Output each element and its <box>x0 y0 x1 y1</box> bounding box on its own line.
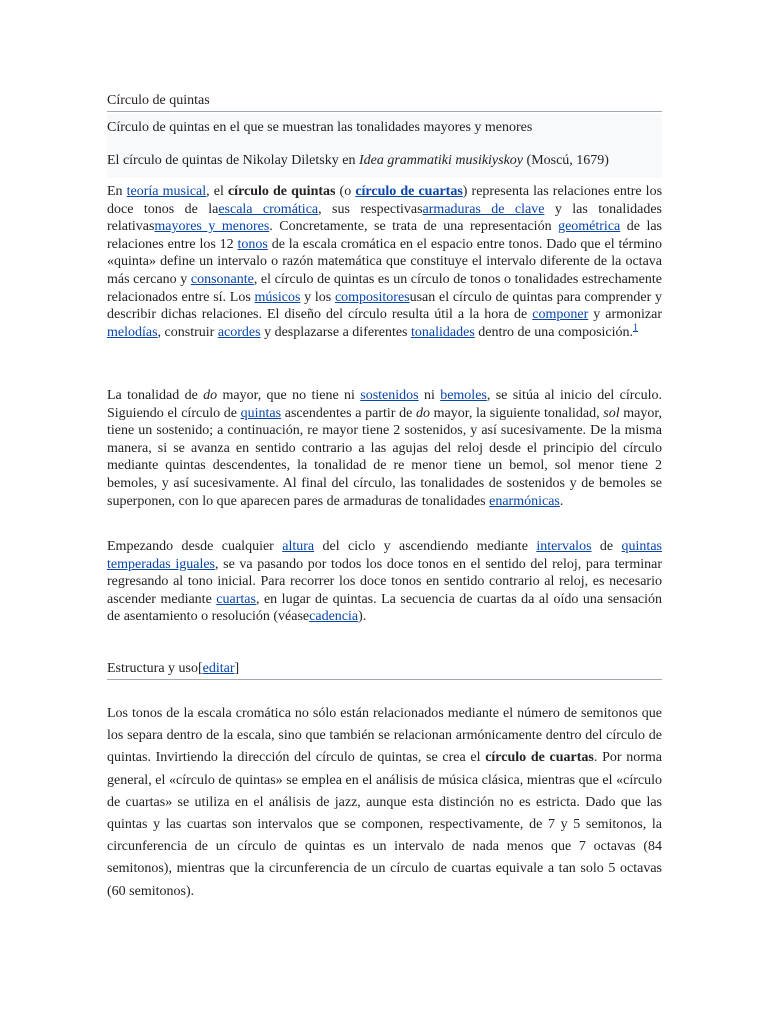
section-heading-estructura: Estructura y uso[editar] <box>107 660 662 680</box>
link-cuartas[interactable]: cuartas <box>216 591 256 607</box>
link-componer[interactable]: componer <box>532 307 589 323</box>
link-bemoles[interactable]: bemoles <box>440 388 487 403</box>
reference-link-1[interactable]: 1 <box>633 322 639 334</box>
link-mayores-menores[interactable]: mayores y menores <box>154 219 270 235</box>
link-quintas-2[interactable]: quintas <box>621 539 662 554</box>
caption-1: Círculo de quintas en el que se muestran las tonalidades mayores y menores <box>107 120 533 135</box>
heading-text: Círculo de quintas <box>107 93 210 108</box>
link-teoria-musical[interactable]: teoría musical <box>126 184 207 199</box>
link-armaduras-clave[interactable]: armaduras de clave <box>422 201 545 217</box>
paragraph-intro: En teoría musical, el círculo de quintas (o círculo de cuartas) representa las relaciones entre los doce tonos de laescala cromática, sus respectivasarmaduras de clave y las tonalidades relativasmayores y menores. Concretamente, se trata de una representación geométrica de las relaciones entre los 12 tonos de la escala cromática en el espacio entre tonos. Dado que el término «quinta» define un intervalo o razón matemática que constituye el intervalo diferente de la octava más cercano y consonante, el círculo de quintas es un círculo de tonos o tonalidades estrechamente relacionados entre sí. Los músicos y los compositoresusan el círculo de quintas para comprender y describir dichas relaciones. El diseño del círculo resulta útil a la hora de componer y armonizar melodías, construir acordes y desplazarse a diferentes tonalidades dentro de una composición.$^1$ <box>107 184 663 340</box>
paragraph-empezando: Empezando desde cualquier altura del ciclo y ascendiendo mediante intervalos de quintas temperadas iguales, se va pasando por todos los doce tonos en el sentido del reloj, para terminar regresando al tono inicial. Para recorrer los doce tonos en sentido contrario al reloj, es necesario ascender mediante cuartas, en lugar de quintas. La secuencia de cuartas da al oído una sensación de asentamiento o resolución (véasecadencia). <box>107 539 663 625</box>
term-circulo-quintas: círculo de quintas <box>227 184 336 199</box>
link-quintas[interactable]: quintas <box>240 405 282 421</box>
image-captions <box>107 114 662 178</box>
heading-text: Estructura y uso <box>107 661 198 676</box>
link-temperadas-iguales[interactable]: temperadas iguales <box>107 556 216 572</box>
link-sostenidos[interactable]: sostenidos <box>360 388 419 403</box>
paragraph-tonalidad: La tonalidad de do mayor, que no tiene ni sostenidos ni bemoles, se sitúa al inicio del círculo. Siguiendo el círculo de quintas ascendentes a partir de do mayor, la siguiente tonalidad, sol mayor, tiene un sostenido; a continuación, re mayor tiene 2 sostenidos, y así sucesivamente. De la misma manera, si se avanza en sentido contrario a las agujas del reloj desde el principio del círculo mediante quintas descendentes, la tonalidad de re menor tiene un bemol, sol menor tiene 2 bemoles, y así sucesivamente. Al final del círculo, las tonalidades de sostenidos y de bemoles se superponen, con lo que aparecen pares de armaduras de tonalidades enarmónicas. <box>107 388 663 509</box>
link-geometrica[interactable]: geométrica <box>558 219 621 235</box>
link-escala-cromatica[interactable]: escala cromática <box>218 201 319 217</box>
link-compositores[interactable]: compositores <box>334 289 410 305</box>
term-circulo-cuartas: círculo de cuartas <box>485 750 594 766</box>
link-intervalos[interactable]: intervalos <box>536 539 592 554</box>
paragraph-estructura: Los tonos de la escala cromática no sólo están relacionados mediante el número de semitonos que los separa dentro de la escala, sino que también se relacionan armónicamente dentro del círculo de quintas. Invirtiendo la dirección del círculo de quintas, se crea el círculo de cuartas. Por norma general, el «círculo de quintas» se emplea en el análisis de música clásica, mientras que el «círculo de cuartas» se utiliza en el análisis de jazz, aunque esta distinción no es estricta. Dado que las quintas y las cuartas son intervalos que se componen, respectivamente, de 7 y 5 semitonos, la circunferencia de un círculo de quintas es un intervalo de nada menos que 7 octavas (84 semitonos), mientras que la circunferencia de un círculo de cuartas equivale a tan solo 5 octavas (60 semitonos). <box>107 706 662 899</box>
section-heading-circulo <box>107 92 662 112</box>
link-consonante[interactable]: consonante <box>190 271 254 287</box>
link-acordes[interactable]: acordes <box>217 324 261 340</box>
link-melodias[interactable]: melodías <box>107 324 158 340</box>
caption-book-title: Idea grammatiki musikiyskoy <box>358 153 524 168</box>
link-circulo-cuartas[interactable]: círculo de cuartas <box>355 184 463 199</box>
link-musicos[interactable]: músicos <box>254 289 301 305</box>
link-tonalidades[interactable]: tonalidades <box>411 324 475 340</box>
link-tonos[interactable]: tonos <box>237 236 268 252</box>
link-altura[interactable]: altura <box>282 539 315 554</box>
caption-2: El círculo de quintas de Nikolay Diletsky en Idea grammatiki musikiyskoy (Moscú, 1679) <box>107 153 609 168</box>
link-enarmonicas[interactable]: enarmónicas <box>489 493 560 509</box>
edit-section-link[interactable]: editar <box>202 661 235 676</box>
link-cadencia[interactable]: cadencia <box>309 609 359 625</box>
